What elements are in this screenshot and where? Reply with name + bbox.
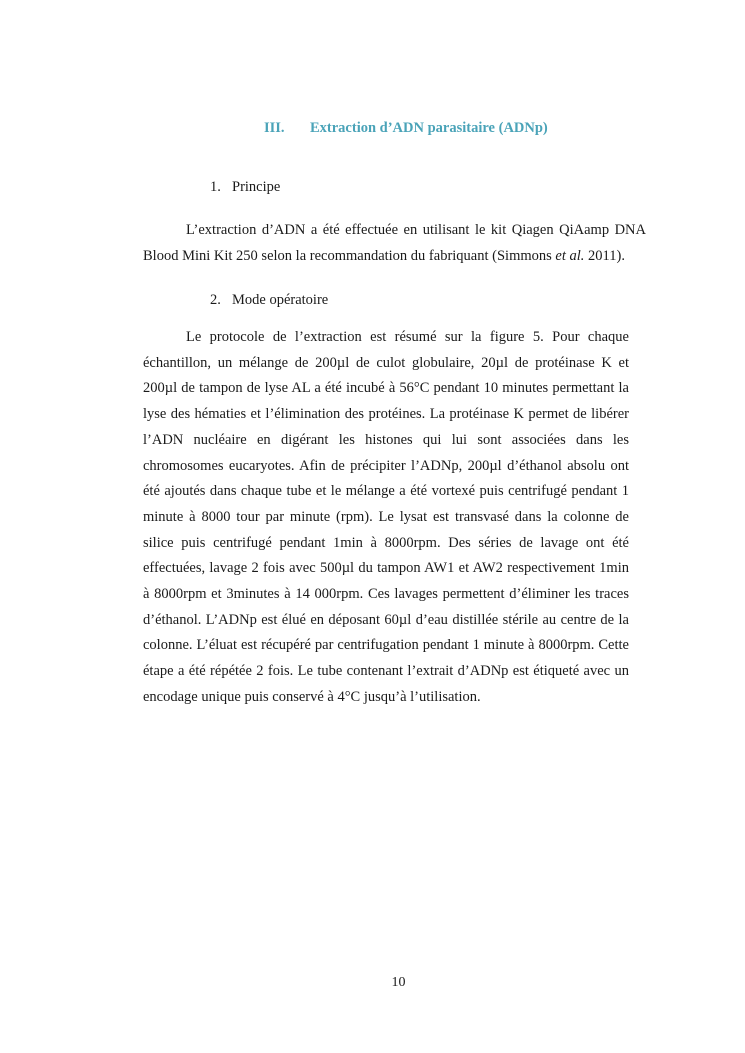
mode-operatoire-paragraph: Le protocole de l’extraction est résumé sur la figure 5. Pour chaque échantillon, un mélange de 200µl de culot globulaire, 20µl de protéinase K et 200µl de tampon de lyse AL a été incubé à 56°C pendant 10 minutes permettant la lyse des hématies et l’élimination des protéines. La protéinase K permet de libérer l’ADN nucléaire en digérant les histones qui lui sont associées dans les chromosomes eucaryotes. Afin de précipiter l’ADNp, 200µl d’éthanol absolu ont été ajoutés dans chaque tube et le mélange a été vortexé puis centrifugé pendant 1 minute à 8000 tour par minute (rpm). Le lysat est transvasé dans la colonne de silice puis centrifugé pendant 1min à 8000rpm. Des séries de lavage ont été effectuées, lavage 2 fois avec 500µl du tampon AW1 et AW2 respectivement 1min à 8000rpm et 3minutes à 14 000rpm. Ces lavages permettent d’éliminer les traces d’éthanol. L’ADNp est élué en déposant 60µl d’eau distillée stérile au centre de la colonne. L’éluat est récupéré par centrifugation pendant 1 minute à 8000rpm. Cette étape a été répétée 2 fois. Le tube contenant l’extrait d’ADNp est étiqueté avec un encodage unique puis conservé à 4°C jusqu’à l’utilisation.: [143, 329, 629, 705]
principe-paragraph: [143, 218, 646, 269]
section-title: Extraction d’ADN parasitaire (ADNp): [310, 120, 548, 136]
section-number: III.: [264, 120, 285, 136]
principe-text-start: L’extraction d’ADN a été effectuée en utilisant le kit Qiagen QiAamp DNA Blood Mini Kit 250 selon la recommandation du fabriquant (Simmons: [143, 222, 646, 264]
subsection-title: Mode opératoire: [232, 292, 329, 308]
subsection-heading-principe: [210, 179, 280, 196]
subsection-number: 2.: [210, 292, 221, 308]
principe-text-italic: et al.: [555, 247, 585, 264]
subsection-title: Principe: [232, 179, 281, 195]
page-number: 10: [391, 975, 406, 990]
principe-text-end: 2011).: [584, 247, 625, 264]
subsection-number: 1.: [210, 179, 221, 195]
subsection-heading-mode-operatoire: [210, 292, 328, 309]
